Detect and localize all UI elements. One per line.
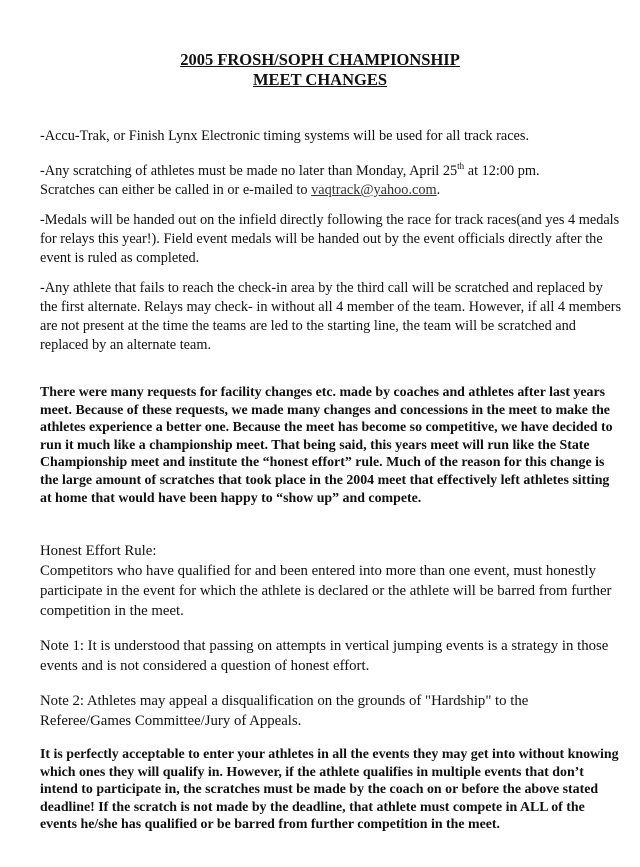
scratch-email-link[interactable]: vaqtrack@yahoo.com	[311, 182, 437, 198]
note-1: Note 1: It is understood that passing on attempts in vertical jumping events is a strategy in those events and is not considered a question of honest effort.	[40, 638, 609, 674]
title-line-2: MEET CHANGES	[252, 70, 387, 89]
explanation-paragraph: There were many requests for facility changes etc. made by coaches and athletes after last years meet. Because of these requests, we made many changes and concessions in the meet to make the athletes experience a better one. Because the meet has become so competitive, we have decided to run it much like a championship meet. That being said, this years meet will run like the State Championship meet and institute the “honest effort” rule. Much of the reason for this change is the large amount of scratches that took place in the 2004 meet that effectively left athletes sitting at home that would have been happy to “show up” and compete.	[40, 385, 613, 506]
note-2: Note 2: Athletes may appeal a disqualification on the grounds of "Hardship" to the Referee/Games Committee/Jury of Appeals.	[40, 693, 529, 729]
medals-note: -Medals will be handed out on the infield directly following the race for track races(and yes 4 medals for relays this year!). Field event medals will be handed out by the event officials directly after the event is ruled as completed.	[40, 212, 620, 266]
scratch-superscript: th	[457, 161, 465, 172]
scratch-text-a: -Any scratching of athletes must be made no later than Monday, April 25	[40, 163, 458, 179]
honest-effort-heading: Honest Effort Rule:	[40, 543, 157, 559]
timing-note: -Accu-Trak, or Finish Lynx Electronic timing systems will be used for all track races.	[40, 128, 530, 144]
scratch-text-d: .	[436, 182, 441, 198]
scratch-text-b: at 12:00 pm.	[464, 163, 540, 179]
honest-effort-rule: Competitors who have qualified for and been entered into more than one event, must honestly participate in the event for which the athlete is declared or the athlete will be barred from further competition in the meet.	[40, 563, 612, 619]
document-title	[0, 50, 640, 90]
scratch-text-c: Scratches can either be called in or e-mailed to	[40, 182, 312, 198]
title-line-1: 2005 FROSH/SOPH CHAMPIONSHIP	[180, 50, 460, 69]
checkin-note: -Any athlete that fails to reach the check-in area by the third call will be scratched and replaced by the first alternate. Relays may check- in without all 4 member of the team. However, if all 4 members are not present at the time the teams are led to the starting line, the team will be scratched and replaced by an alternate team.	[40, 280, 622, 353]
closing-paragraph: It is perfectly acceptable to enter your athletes in all the events they may get into without knowing which ones they will qualify in. However, if the athlete qualifies in multiple events that don’t intend to participate in, the scratches must be made by the coach on or before the above stated deadline! If the scratch is not made by the deadline, that athlete must compete in ALL of the events he/she has qualified or be barred from further competition in the meet.	[40, 747, 619, 833]
scratch-note	[40, 162, 622, 200]
